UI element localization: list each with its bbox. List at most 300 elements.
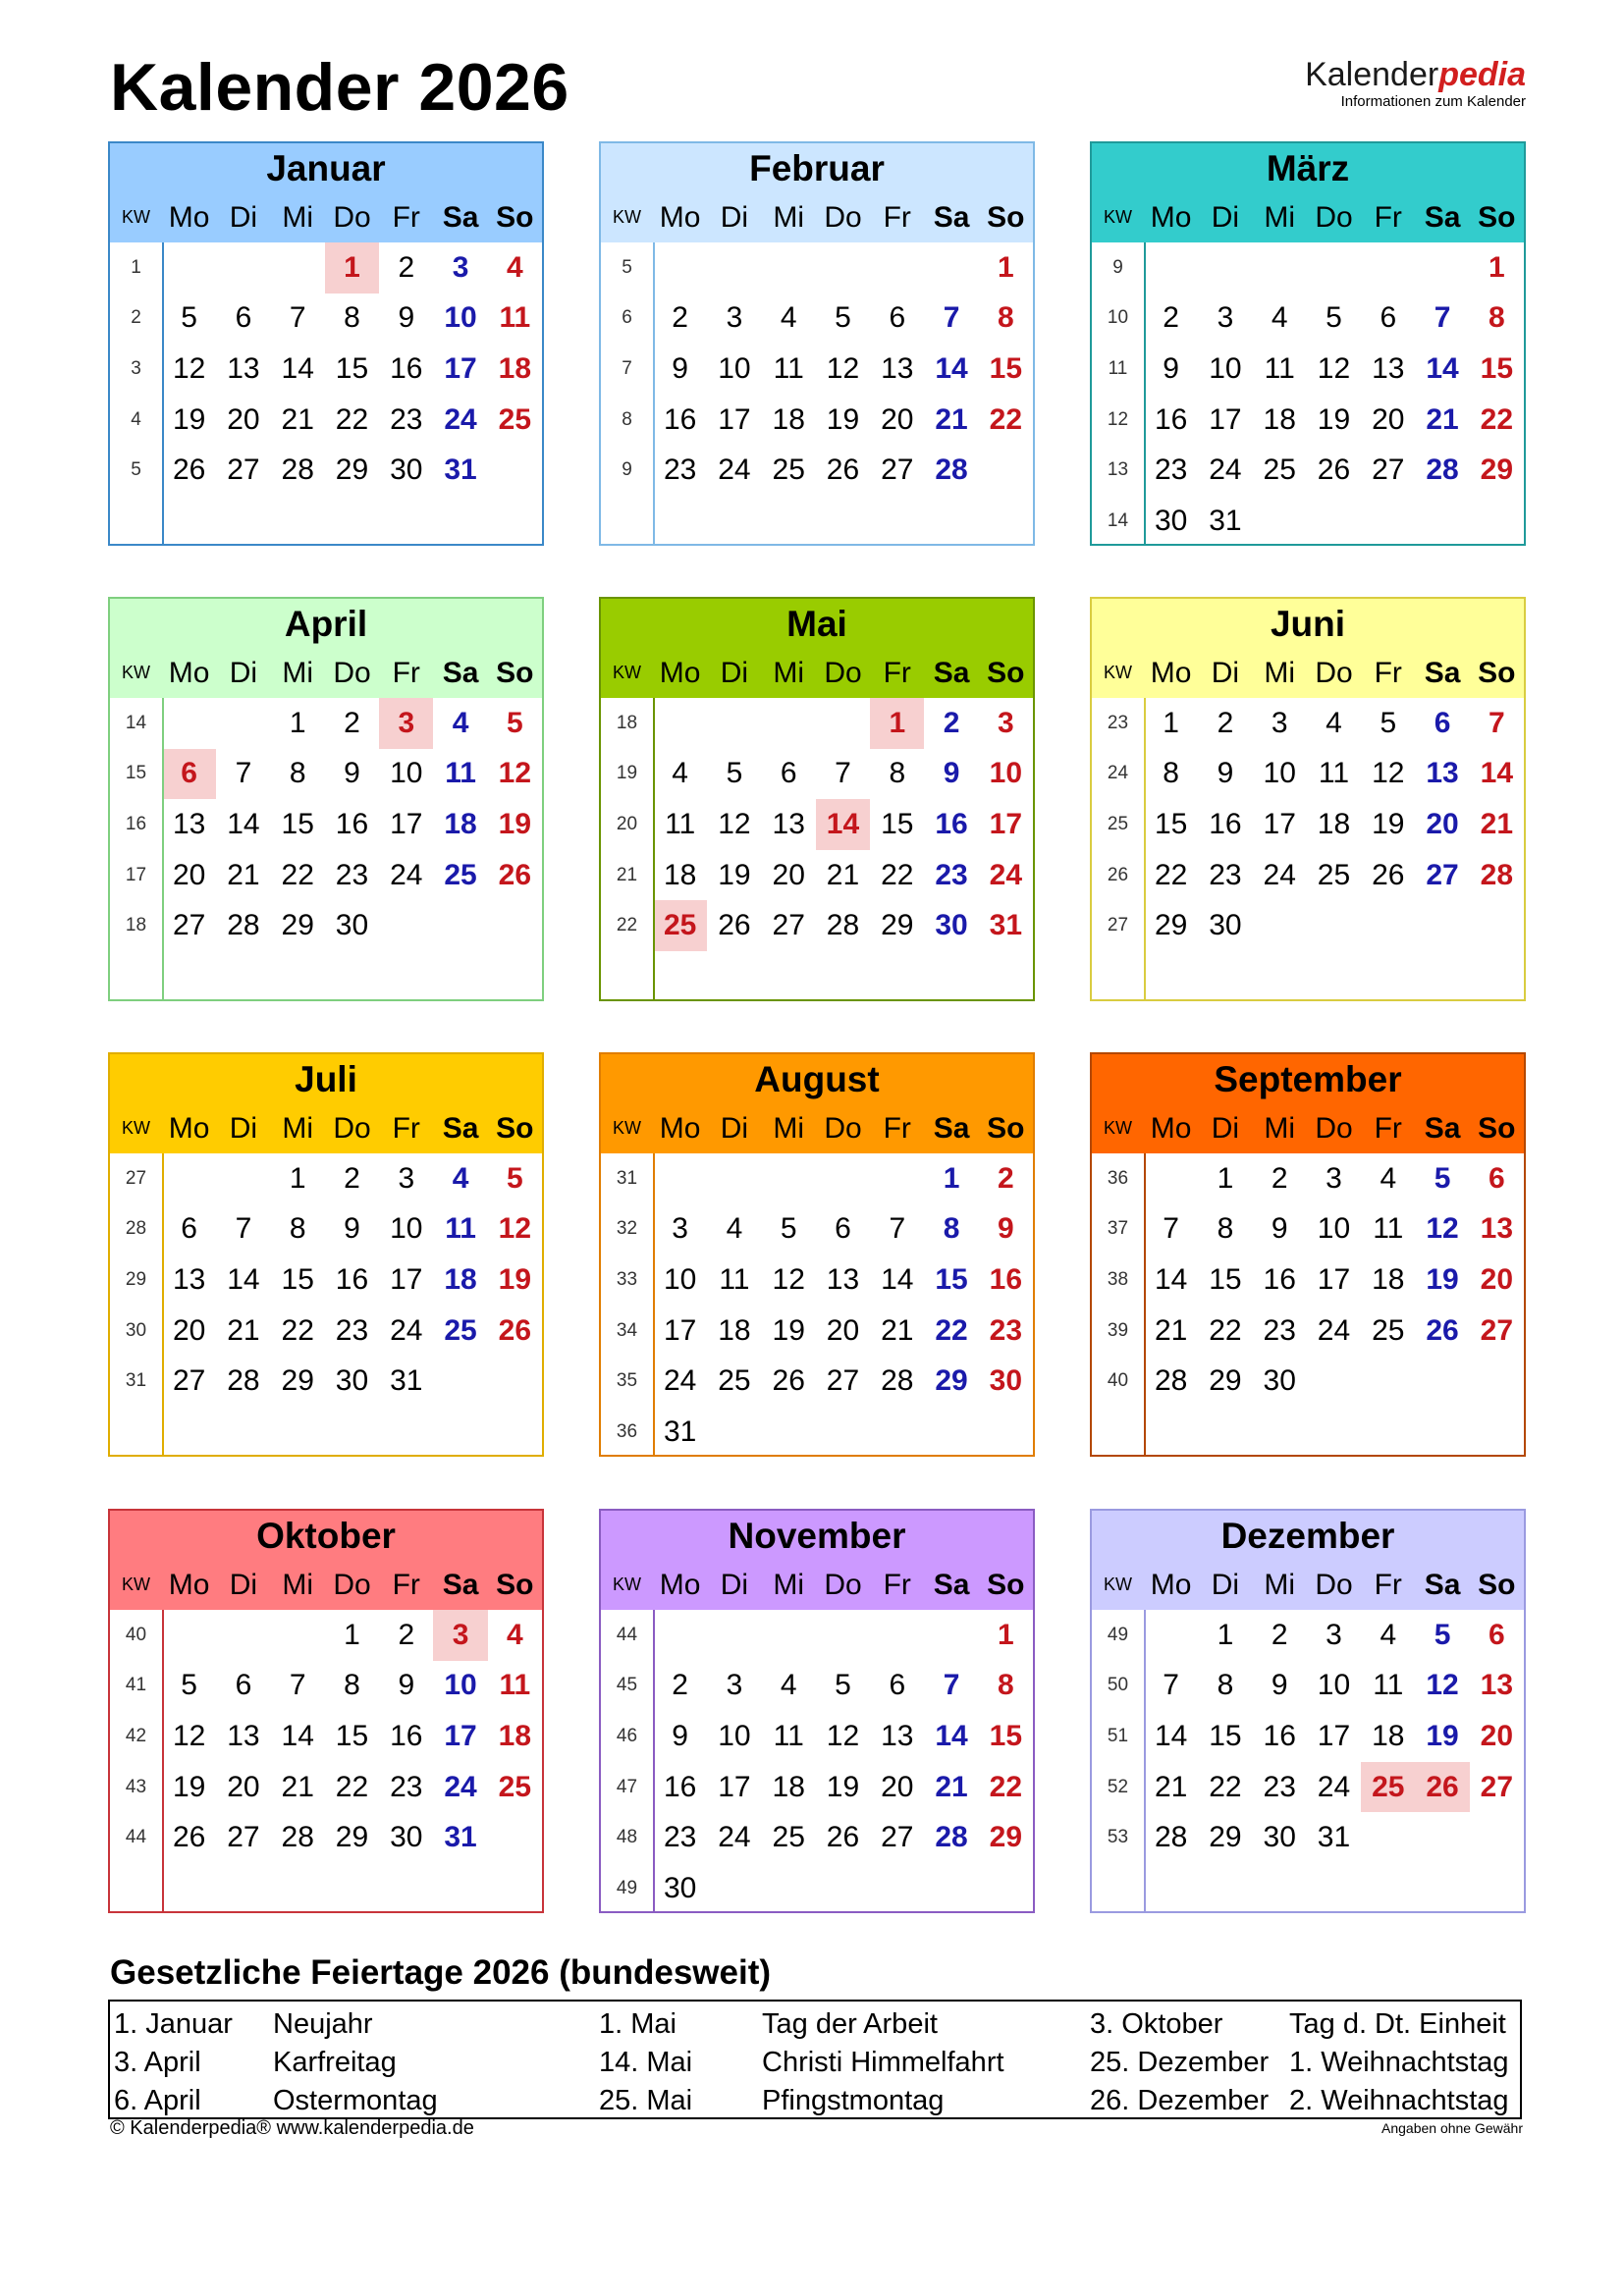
week-number: 53: [1107, 1827, 1129, 1848]
day-cell: [162, 1610, 216, 1661]
kw-divider: [1144, 1153, 1146, 1455]
day-cell: 4: [1326, 706, 1342, 739]
day-cell: 9: [672, 1719, 688, 1752]
week-number: 8: [622, 408, 632, 430]
week-row: [601, 749, 1033, 800]
weekday-header: [601, 192, 1033, 242]
day-cell: 23: [1209, 858, 1242, 891]
weekday-label: Do: [824, 1111, 862, 1145]
weekday-label: Mo: [168, 1111, 210, 1145]
day-cell: [1307, 1356, 1361, 1407]
weekday-label: Do: [333, 200, 371, 234]
week-row: [601, 1762, 1033, 1813]
week-row: [601, 344, 1033, 395]
day-cell: [162, 698, 216, 749]
kw-divider: [653, 242, 655, 544]
day-cell: 31: [1317, 1821, 1351, 1854]
day-cell: 28: [1480, 858, 1514, 891]
weekday-label: Mi: [1264, 1111, 1296, 1145]
day-cell: 22: [1209, 1770, 1242, 1803]
day-cell: 1: [289, 706, 306, 739]
week-number: 3: [131, 357, 141, 379]
day-cell: [762, 1863, 816, 1914]
day-cell: 7: [235, 1212, 252, 1246]
kw-divider: [1144, 1610, 1146, 1911]
day-cell: [979, 1407, 1033, 1458]
kw-header: KW: [1104, 1575, 1132, 1594]
day-cell: 26: [1426, 1313, 1459, 1347]
weekday-label: Do: [333, 1111, 371, 1145]
week-number: 23: [1107, 712, 1129, 733]
day-cell: 19: [172, 1770, 206, 1803]
day-cell: 13: [1426, 757, 1459, 790]
logo-brand-part2: pedia: [1438, 56, 1526, 93]
day-cell: 14: [1480, 757, 1514, 790]
day-cell: 16: [989, 1262, 1023, 1296]
day-cell: 18: [718, 1313, 751, 1347]
day-cell: 13: [227, 351, 260, 385]
week-row: [110, 1153, 542, 1204]
weekday-label: So: [496, 656, 534, 689]
weekday-header: [1092, 648, 1524, 698]
day-cell: 10: [390, 1212, 423, 1246]
kw-divider: [1144, 242, 1146, 544]
day-cell: 9: [1163, 351, 1179, 385]
day-cell: 7: [943, 1669, 960, 1702]
kw-divider: [162, 1153, 164, 1455]
day-cell: 16: [663, 402, 697, 436]
day-cell: [707, 1863, 761, 1914]
week-row: [1092, 395, 1524, 446]
day-cell: 14: [1154, 1262, 1188, 1296]
day-cell: [1361, 496, 1415, 547]
month-title: April: [110, 599, 542, 648]
day-cell: 2: [1271, 1161, 1288, 1195]
day-cell: 2: [672, 1669, 688, 1702]
week-number: 13: [1107, 459, 1129, 481]
kw-divider: [653, 698, 655, 999]
weekday-label: Mi: [773, 1111, 805, 1145]
day-cell: 25: [1317, 858, 1351, 891]
weekday-label: Do: [824, 200, 862, 234]
weekday-label: Mo: [168, 1568, 210, 1601]
day-cell: 14: [1426, 351, 1459, 385]
day-cell: [816, 242, 870, 294]
day-cell: 29: [281, 909, 314, 942]
day-cell: 3: [1326, 1618, 1342, 1651]
week-row: [601, 1306, 1033, 1357]
day-cell: 26: [498, 1313, 532, 1347]
holiday-date: 25. Mai: [599, 2085, 693, 2116]
weekday-label: Di: [229, 1111, 258, 1145]
weekday-label: So: [496, 200, 534, 234]
month-juni: [1090, 597, 1526, 1001]
day-cell: 27: [881, 454, 914, 487]
day-cell: 28: [881, 1364, 914, 1398]
week-row: [1092, 1153, 1524, 1204]
day-cell: [816, 1153, 870, 1204]
week-row: [1092, 850, 1524, 901]
day-cell: 5: [1380, 706, 1397, 739]
weekday-label: Di: [1211, 200, 1240, 234]
weekday-label: So: [496, 1111, 534, 1145]
weekday-label: Fr: [883, 200, 911, 234]
day-cell: 9: [344, 757, 360, 790]
weekday-label: Sa: [442, 200, 479, 234]
week-row: [110, 850, 542, 901]
week-row: [1092, 1812, 1524, 1863]
day-cell: 25: [498, 402, 532, 436]
day-cell: 19: [826, 402, 860, 436]
week-number: 18: [616, 712, 638, 733]
day-cell: 15: [935, 1262, 968, 1296]
week-number: 1: [131, 256, 141, 278]
week-number: 39: [1107, 1319, 1129, 1341]
day-cell: 8: [1163, 757, 1179, 790]
day-cell: 3: [1217, 301, 1234, 335]
day-cell: 17: [989, 807, 1023, 840]
kw-header: KW: [1104, 1118, 1132, 1138]
holiday-name: 1. Weihnachtstag: [1289, 2047, 1509, 2078]
week-row: [1092, 900, 1524, 951]
day-cell: 2: [672, 301, 688, 335]
day-cell: [707, 1610, 761, 1661]
weekday-label: Fr: [1374, 200, 1402, 234]
day-cell: 24: [390, 858, 423, 891]
day-cell: 23: [1263, 1770, 1296, 1803]
kw-header: KW: [613, 207, 641, 227]
day-cell: 8: [998, 1669, 1014, 1702]
weekday-label: Mi: [282, 1111, 314, 1145]
weekday-label: Mo: [659, 1111, 701, 1145]
week-number: 2: [131, 307, 141, 329]
day-cell: 27: [1372, 454, 1405, 487]
day-cell: [162, 242, 216, 294]
week-number: 17: [125, 864, 147, 885]
day-cell: 1: [998, 1618, 1014, 1651]
week-row: [601, 1153, 1033, 1204]
footer-copyright: © Kalenderpedia® www.kalenderpedia.de: [110, 2117, 474, 2139]
weekday-label: Di: [1211, 1111, 1240, 1145]
week-number: 36: [616, 1420, 638, 1442]
day-cell: 1: [1163, 706, 1179, 739]
day-cell: [924, 1863, 978, 1914]
day-cell: 14: [281, 1719, 314, 1752]
week-row: [110, 749, 542, 800]
day-cell: 17: [1317, 1719, 1351, 1752]
day-cell: [216, 1153, 270, 1204]
month-days: [1092, 1153, 1524, 1455]
day-cell: [653, 1610, 707, 1661]
day-cell: [1361, 1356, 1415, 1407]
day-cell: 12: [498, 1212, 532, 1246]
week-row: [110, 1661, 542, 1712]
week-number: 15: [125, 763, 147, 784]
day-cell: 6: [835, 1212, 851, 1246]
day-cell: 29: [1154, 909, 1188, 942]
day-cell: 24: [1317, 1770, 1351, 1803]
day-cell: [1361, 900, 1415, 951]
day-cell: 3: [726, 1669, 743, 1702]
week-row: [1092, 799, 1524, 850]
week-row: [1092, 1762, 1524, 1813]
day-cell: [979, 1863, 1033, 1914]
week-number: 48: [616, 1827, 638, 1848]
day-cell: 17: [663, 1313, 697, 1347]
day-cell: 27: [772, 909, 805, 942]
day-cell: 7: [943, 301, 960, 335]
day-cell: 26: [772, 1364, 805, 1398]
day-cell: 19: [1372, 807, 1405, 840]
day-cell: 13: [1372, 351, 1405, 385]
day-cell: 6: [1489, 1161, 1505, 1195]
day-cell: 31: [1209, 504, 1242, 537]
weekday-label: Do: [333, 1568, 371, 1601]
day-cell: 28: [935, 454, 968, 487]
week-number: 37: [1107, 1218, 1129, 1240]
weekday-label: Mo: [168, 200, 210, 234]
week-number: 5: [622, 256, 632, 278]
week-number: 21: [616, 864, 638, 885]
day-cell: [488, 1356, 542, 1407]
day-cell: 8: [1217, 1669, 1234, 1702]
day-cell: 26: [826, 454, 860, 487]
page-title: Kalender 2026: [110, 50, 569, 125]
day-cell: 16: [335, 807, 369, 840]
day-cell: 24: [663, 1364, 697, 1398]
day-cell: [488, 900, 542, 951]
day-cell: [1253, 242, 1307, 294]
day-cell: 5: [1326, 301, 1342, 335]
day-cell: 3: [672, 1212, 688, 1246]
month-days: [110, 1610, 542, 1911]
day-cell: [1415, 1356, 1469, 1407]
month-title: März: [1092, 143, 1524, 192]
day-cell: 12: [826, 1719, 860, 1752]
kalenderpedia-logo[interactable]: [1305, 57, 1526, 110]
week-number: 31: [125, 1370, 147, 1392]
weekday-label: So: [1478, 200, 1516, 234]
kw-header: KW: [122, 1118, 150, 1138]
day-cell: 31: [989, 909, 1023, 942]
day-cell: 17: [390, 1262, 423, 1296]
day-cell: 25: [772, 454, 805, 487]
day-cell: [816, 1863, 870, 1914]
day-cell: 31: [663, 1415, 697, 1448]
week-row: [601, 1661, 1033, 1712]
day-cell: 4: [452, 706, 469, 739]
day-cell: 23: [335, 858, 369, 891]
week-row: [1092, 496, 1524, 547]
holiday-day-cell: 26: [1415, 1762, 1469, 1813]
day-cell: 11: [445, 757, 476, 790]
day-cell: [1253, 496, 1307, 547]
day-cell: 13: [172, 1262, 206, 1296]
day-cell: 29: [281, 1364, 314, 1398]
day-cell: 19: [1426, 1719, 1459, 1752]
day-cell: 22: [1209, 1313, 1242, 1347]
weekday-label: Fr: [392, 200, 420, 234]
week-number: 38: [1107, 1268, 1129, 1290]
day-cell: 22: [989, 402, 1023, 436]
day-cell: 10: [1317, 1669, 1351, 1702]
weekday-label: So: [1478, 1568, 1516, 1601]
week-number: 30: [125, 1319, 147, 1341]
month-oktober: [108, 1509, 544, 1913]
day-cell: 9: [1271, 1669, 1288, 1702]
day-cell: 28: [281, 1821, 314, 1854]
month-title: Mai: [601, 599, 1033, 648]
day-cell: 5: [726, 757, 743, 790]
day-cell: 30: [663, 1871, 697, 1904]
kw-divider: [162, 1610, 164, 1911]
day-cell: 31: [444, 454, 477, 487]
day-cell: 8: [344, 1669, 360, 1702]
holiday-day-cell: 6: [162, 749, 216, 800]
day-cell: 18: [444, 1262, 477, 1296]
day-cell: [1470, 1356, 1524, 1407]
holiday-name: Tag d. Dt. Einheit: [1289, 2008, 1506, 2040]
day-cell: 24: [444, 1770, 477, 1803]
week-row: [601, 294, 1033, 345]
day-cell: 19: [1426, 1262, 1459, 1296]
day-cell: 14: [881, 1262, 914, 1296]
weekday-label: Mi: [1264, 200, 1296, 234]
holidays-column: [1289, 2005, 1509, 2120]
day-cell: 26: [172, 1821, 206, 1854]
day-cell: 15: [1209, 1719, 1242, 1752]
day-cell: 4: [1380, 1161, 1397, 1195]
day-cell: 14: [281, 351, 314, 385]
kw-header: KW: [122, 207, 150, 227]
day-cell: 27: [881, 1821, 914, 1854]
day-cell: 4: [726, 1212, 743, 1246]
week-row: [110, 1812, 542, 1863]
day-cell: [216, 698, 270, 749]
day-cell: 30: [1263, 1821, 1296, 1854]
day-cell: [870, 1407, 924, 1458]
day-cell: 20: [826, 1313, 860, 1347]
day-cell: 20: [227, 1770, 260, 1803]
day-cell: 24: [989, 858, 1023, 891]
weekday-label: Sa: [1424, 656, 1461, 689]
day-cell: 9: [998, 1212, 1014, 1246]
week-number: 27: [1107, 915, 1129, 936]
day-cell: 15: [989, 1719, 1023, 1752]
day-cell: [433, 1356, 487, 1407]
day-cell: 2: [344, 1161, 360, 1195]
day-cell: 20: [772, 858, 805, 891]
day-cell: 11: [1264, 351, 1295, 385]
week-number: 27: [125, 1167, 147, 1189]
weekday-label: Di: [1211, 1568, 1240, 1601]
weekday-label: Sa: [933, 1568, 970, 1601]
day-cell: 28: [227, 1364, 260, 1398]
week-number: 9: [1112, 256, 1123, 278]
day-cell: 10: [718, 351, 751, 385]
weekday-label: Mo: [659, 1568, 701, 1601]
day-cell: 23: [390, 402, 423, 436]
week-row: [1092, 242, 1524, 294]
day-cell: 11: [773, 1719, 804, 1752]
day-cell: 31: [444, 1821, 477, 1854]
holiday-day-cell: 1: [325, 242, 379, 294]
week-number: 44: [125, 1827, 147, 1848]
day-cell: 7: [835, 757, 851, 790]
month-title: Juni: [1092, 599, 1524, 648]
day-cell: 5: [181, 1669, 197, 1702]
day-cell: 22: [935, 1313, 968, 1347]
holiday-name: Ostermontag: [273, 2085, 438, 2116]
weekday-label: Di: [720, 1111, 749, 1145]
holiday-day-cell: 14: [816, 799, 870, 850]
footer-disclaimer: Angaben ohne Gewähr: [1381, 2120, 1523, 2136]
day-cell: 4: [672, 757, 688, 790]
kw-divider: [162, 698, 164, 999]
day-cell: 13: [881, 1719, 914, 1752]
weekday-header: [110, 648, 542, 698]
day-cell: [216, 242, 270, 294]
weekday-label: Mo: [1150, 1568, 1192, 1601]
day-cell: 22: [1154, 858, 1188, 891]
week-row: [601, 242, 1033, 294]
day-cell: 23: [663, 1821, 697, 1854]
weekday-label: Mo: [1150, 200, 1192, 234]
day-cell: 19: [772, 1313, 805, 1347]
weekday-label: Sa: [442, 1111, 479, 1145]
weekday-label: Sa: [1424, 1568, 1461, 1601]
day-cell: 12: [826, 351, 860, 385]
day-cell: 15: [335, 1719, 369, 1752]
day-cell: 6: [889, 301, 906, 335]
month-days: [110, 698, 542, 999]
day-cell: 17: [444, 1719, 477, 1752]
day-cell: 28: [935, 1821, 968, 1854]
day-cell: 1: [1217, 1161, 1234, 1195]
day-cell: 21: [1480, 807, 1514, 840]
weekday-header: [110, 1560, 542, 1610]
day-cell: 16: [663, 1770, 697, 1803]
week-row: [1092, 1711, 1524, 1762]
day-cell: 28: [1154, 1821, 1188, 1854]
day-cell: 22: [335, 1770, 369, 1803]
weekday-label: Sa: [1424, 1111, 1461, 1145]
day-cell: 2: [1163, 301, 1179, 335]
day-cell: 13: [1480, 1669, 1514, 1702]
weekday-header: [110, 192, 542, 242]
holiday-name: Christi Himmelfahrt: [762, 2047, 1004, 2078]
day-cell: 19: [498, 1262, 532, 1296]
day-cell: 6: [181, 1212, 197, 1246]
month-title: August: [601, 1054, 1033, 1103]
month-title: Oktober: [110, 1511, 542, 1560]
day-cell: 29: [1480, 454, 1514, 487]
weekday-label: Di: [229, 1568, 258, 1601]
day-cell: 31: [390, 1364, 423, 1398]
day-cell: [1415, 242, 1469, 294]
day-cell: 13: [227, 1719, 260, 1752]
kw-divider: [1144, 698, 1146, 999]
day-cell: 20: [1372, 402, 1405, 436]
day-cell: [870, 242, 924, 294]
day-cell: 23: [1154, 454, 1188, 487]
day-cell: 25: [1372, 1313, 1405, 1347]
weekday-label: So: [987, 656, 1025, 689]
day-cell: 18: [444, 807, 477, 840]
week-row: [110, 1204, 542, 1255]
day-cell: 30: [1209, 909, 1242, 942]
day-cell: 15: [281, 807, 314, 840]
